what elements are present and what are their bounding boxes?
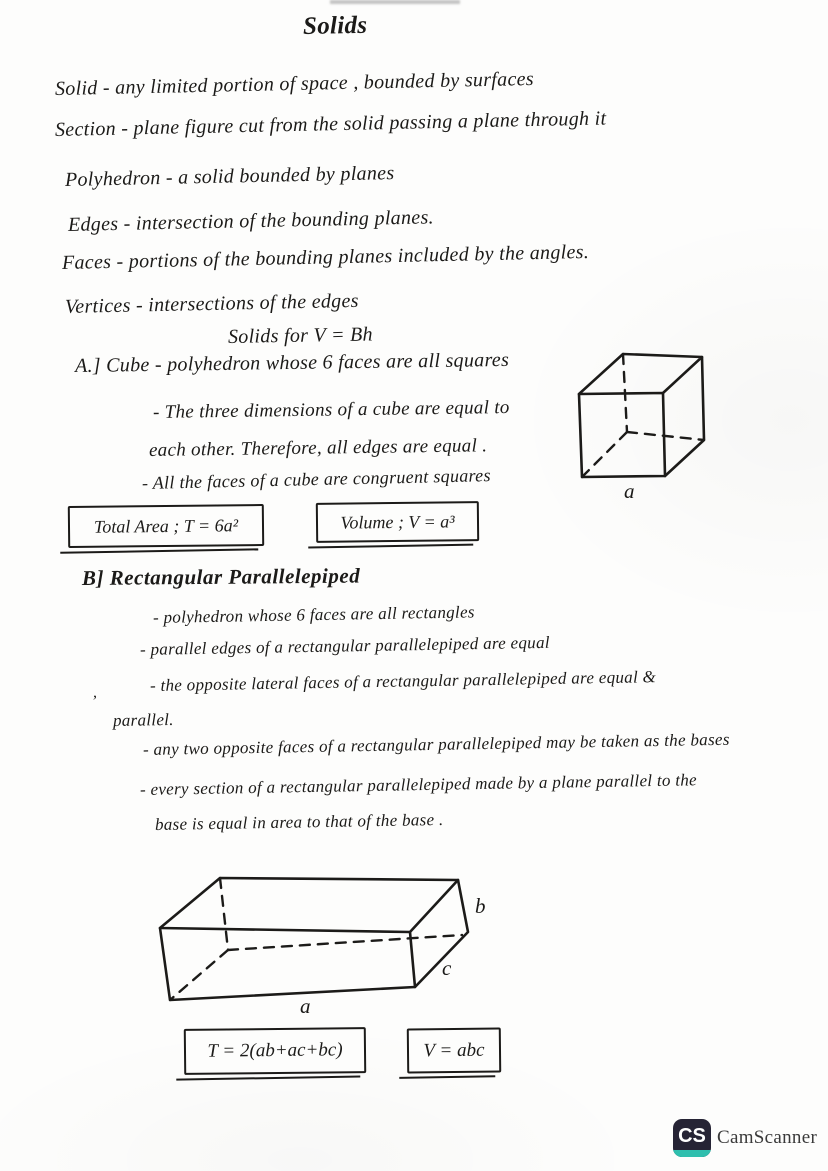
section-b-bullet-3-cont: parallel. xyxy=(112,709,174,730)
formula-volume-cube: Volume ; V = a³ xyxy=(340,510,455,533)
camscanner-watermark xyxy=(673,1119,817,1157)
cube-figure xyxy=(562,338,727,503)
scan-edge-artifact xyxy=(330,0,460,4)
parallelepiped-figure xyxy=(150,865,495,1020)
section-b-heading: B] Rectangular Parallelepiped xyxy=(81,563,361,590)
definition-edges: Edges - intersection of the bounding planes. xyxy=(67,206,435,236)
box-hidden-edge-back-vertical xyxy=(220,878,228,950)
formula-box-total-area-box xyxy=(184,1027,366,1075)
section-b-bullet-5-cont: base is equal in area to that of the base . xyxy=(154,809,444,834)
cube-top-face xyxy=(579,354,702,394)
box-front-face xyxy=(160,928,415,1000)
box-label-c: c xyxy=(442,956,452,980)
formula-volume-box: V = abc xyxy=(423,1039,485,1061)
definition-solid: Solid - any limited portion of space , bounded by surfaces xyxy=(54,67,535,100)
section-a-bullet-1-cont: each other. Therefore, all edges are equal . xyxy=(148,435,488,461)
cube-hidden-edge-back-to-front xyxy=(582,432,627,477)
section-b-bullet-2: - parallel edges of a rectangular parallelepiped are equal xyxy=(139,632,551,659)
formula-total-area-box: T = 2(ab+ac+bc) xyxy=(207,1039,343,1062)
camscanner-logo-text: CS xyxy=(678,1125,706,1147)
box-right-face xyxy=(410,880,468,987)
box-hidden-edge-back-to-front xyxy=(170,950,228,1000)
section-b-bullet-3: - the opposite lateral faces of a rectangular parallelepiped are equal & xyxy=(149,667,657,695)
section-a-bullet-1: - The three dimensions of a cube are equal to xyxy=(152,397,510,423)
section-b-bullet-4: - any two opposite faces of a rectangular parallelepiped may be taken as the bases xyxy=(142,729,730,759)
section-a-bullet-2: - All the faces of a cube are congruent squares xyxy=(141,465,492,493)
section-a-heading: A.] Cube - polyhedron whose 6 faces are all squares xyxy=(74,348,510,377)
section-b-bullet-1: - polyhedron whose 6 faces are all rectangles xyxy=(152,602,475,627)
box-hidden-edge-back-bottom xyxy=(228,935,462,950)
formula-total-area-cube: Total Area ; T = 6a² xyxy=(93,514,239,537)
camscanner-logo-icon xyxy=(673,1119,711,1157)
formula-box-volume-cube xyxy=(316,501,479,543)
cube-hidden-edge-back-bottom xyxy=(627,432,704,440)
formula-box-volume-box xyxy=(407,1028,501,1074)
formula-box-total-area-cube xyxy=(68,504,264,548)
box-label-a: a xyxy=(300,994,311,1018)
definition-section: Section - plane figure cut from the solid passing a plane through it xyxy=(54,107,607,141)
page-title: Solids xyxy=(302,11,368,40)
subheading-solids-for-v-bh: Solids for V = Bh xyxy=(227,323,374,348)
camscanner-logo-accent-bar xyxy=(673,1150,711,1157)
camscanner-brand-text: CamScanner xyxy=(717,1127,818,1148)
definition-vertices: Vertices - intersections of the edges xyxy=(64,289,359,318)
stray-mark: , xyxy=(93,684,97,701)
box-top-face xyxy=(160,878,458,932)
definition-polyhedron: Polyhedron - a solid bounded by planes xyxy=(64,162,395,191)
section-b-bullet-5: - every section of a rectangular parallelepiped made by a plane parallel to the xyxy=(139,770,698,799)
cube-label-a: a xyxy=(624,479,635,503)
definition-faces: Faces - portions of the bounding planes included by the angles. xyxy=(61,240,590,274)
box-label-b: b xyxy=(475,894,486,918)
